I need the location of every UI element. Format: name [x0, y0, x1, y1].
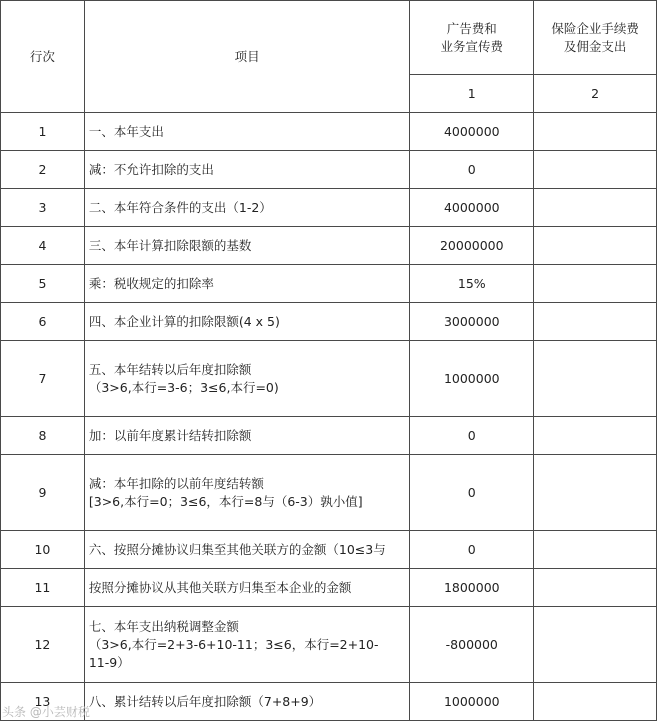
- row-value-insurance: [534, 189, 657, 227]
- table-row: [1, 151, 657, 189]
- row-value-advertising: 4000000: [410, 113, 534, 151]
- table-row: [1, 455, 657, 531]
- row-value-advertising: 0: [410, 531, 534, 569]
- row-item-line: 按照分摊协议从其他关联方归集至本企业的金额: [88, 579, 352, 595]
- row-value-advertising: 0: [410, 455, 534, 531]
- row-item: [84, 189, 409, 227]
- row-item-line: 八、累计结转以后年度扣除额（7+8+9）: [88, 693, 322, 709]
- table-row: [1, 189, 657, 227]
- table-row: [1, 683, 657, 721]
- row-number: 7: [1, 341, 85, 417]
- row-item-line: 六、按照分摊协议归集至其他关联方的金额（10≤3与: [88, 541, 386, 557]
- row-value-advertising: 15%: [410, 265, 534, 303]
- row-value-advertising: 3000000: [410, 303, 534, 341]
- row-item-line: 加：以前年度累计结转扣除额: [88, 427, 252, 443]
- row-number: 9: [1, 455, 85, 531]
- row-value-insurance: [534, 265, 657, 303]
- row-value-insurance: [534, 227, 657, 265]
- row-value-advertising: 0: [410, 151, 534, 189]
- table-row: [1, 227, 657, 265]
- row-item-line: 五、本年结转以后年度扣除额: [88, 361, 252, 377]
- row-value-insurance: [534, 607, 657, 683]
- row-number: 10: [1, 531, 85, 569]
- header-index-2: 2: [534, 75, 657, 113]
- header-index-1: 1: [410, 75, 534, 113]
- table-row: [1, 113, 657, 151]
- table-row: [1, 265, 657, 303]
- row-item: [84, 531, 409, 569]
- row-item-line: 减：不允许扣除的支出: [88, 161, 214, 177]
- row-item-line: 减：本年扣除的以前年度结转额: [88, 475, 264, 491]
- row-value-insurance: [534, 569, 657, 607]
- row-item: [84, 227, 409, 265]
- row-number: 8: [1, 417, 85, 455]
- row-value-insurance: [534, 531, 657, 569]
- row-item-line: 三、本年计算扣除限额的基数: [88, 237, 252, 253]
- header-insurance-commission: [534, 1, 657, 75]
- table-row: [1, 303, 657, 341]
- row-value-insurance: [534, 417, 657, 455]
- row-item: [84, 417, 409, 455]
- row-value-advertising: 1000000: [410, 683, 534, 721]
- row-number: 13: [1, 683, 85, 721]
- row-item: [84, 569, 409, 607]
- row-number: 5: [1, 265, 85, 303]
- row-item: [84, 151, 409, 189]
- row-item-line: 一、本年支出: [88, 123, 164, 139]
- row-value-advertising: 4000000: [410, 189, 534, 227]
- row-value-advertising: -800000: [410, 607, 534, 683]
- row-number: 3: [1, 189, 85, 227]
- header-v2-line1: 保险企业手续费: [551, 20, 639, 36]
- header-v1-line2: 业务宣传费: [440, 38, 504, 54]
- row-value-insurance: [534, 455, 657, 531]
- row-value-insurance: [534, 151, 657, 189]
- row-item-line: 四、本企业计算的扣除限额(4 x 5): [88, 313, 280, 329]
- row-value-insurance: [534, 683, 657, 721]
- row-item: [84, 303, 409, 341]
- row-number: 4: [1, 227, 85, 265]
- table-row: [1, 607, 657, 683]
- header-item: 项目: [84, 1, 409, 113]
- row-number: 6: [1, 303, 85, 341]
- row-item-line: 七、本年支出纳税调整金额: [88, 618, 239, 634]
- table-row: [1, 569, 657, 607]
- header-advertising-expense: [410, 1, 534, 75]
- row-value-insurance: [534, 113, 657, 151]
- row-value-advertising: 0: [410, 417, 534, 455]
- header-row-number: 行次: [1, 1, 85, 113]
- row-value-insurance: [534, 341, 657, 417]
- row-value-advertising: 20000000: [410, 227, 534, 265]
- header-v2-line2: 及佣金支出: [563, 38, 627, 54]
- table-row: [1, 531, 657, 569]
- row-item-line: 乘：税收规定的扣除率: [88, 275, 214, 291]
- row-value-insurance: [534, 303, 657, 341]
- watermark: 头条 @小芸财税: [2, 705, 90, 719]
- row-item: [84, 341, 409, 417]
- row-item-line: （3>6,本行=3-6；3≤6,本行=0): [88, 379, 279, 395]
- row-number: 1: [1, 113, 85, 151]
- row-value-advertising: 1000000: [410, 341, 534, 417]
- row-item: [84, 455, 409, 531]
- row-item: [84, 265, 409, 303]
- row-item-line: [3>6,本行=0；3≤6，本行=8与（6-3）孰小值]: [88, 493, 363, 509]
- row-number: 2: [1, 151, 85, 189]
- row-item-line: （3>6,本行=2+3-6+10-11；3≤6，本行=2+10-: [88, 636, 379, 652]
- row-item: [84, 683, 409, 721]
- table-row: [1, 341, 657, 417]
- row-number: 11: [1, 569, 85, 607]
- row-item: [84, 113, 409, 151]
- row-item: [84, 607, 409, 683]
- row-item-line: 11-9）: [88, 654, 130, 670]
- row-number: 12: [1, 607, 85, 683]
- header-v1-line1: 广告费和: [446, 20, 497, 36]
- row-item-line: 二、本年符合条件的支出（1-2）: [88, 199, 272, 215]
- row-value-advertising: 1800000: [410, 569, 534, 607]
- table-row: [1, 417, 657, 455]
